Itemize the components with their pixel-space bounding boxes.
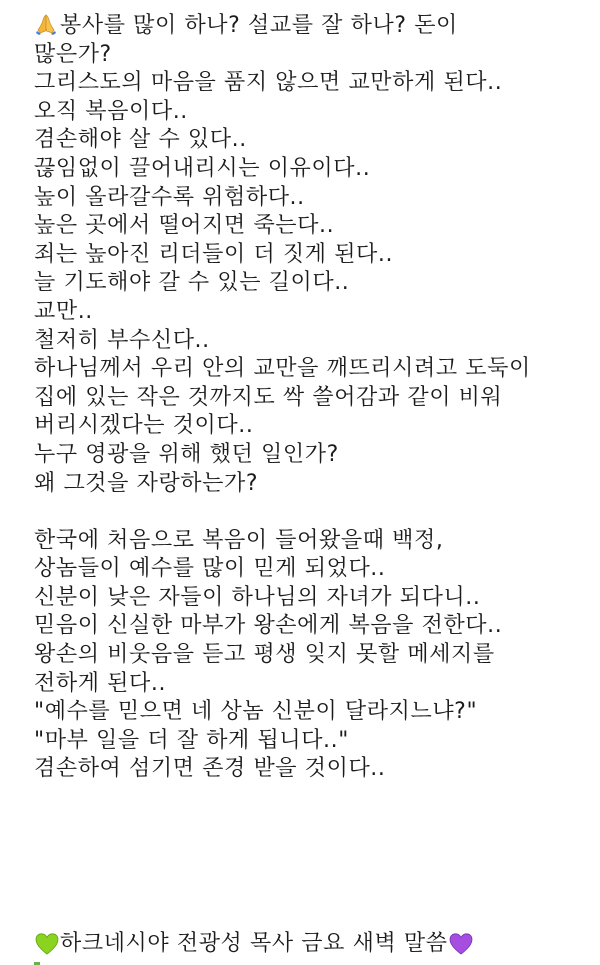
- text-line-10: 늘 기도해야 갈 수 있는 길이다..: [34, 270, 350, 296]
- text-line-14: 집에 있는 작은 것까지도 싹 쓸어감과 같이 비워: [34, 384, 503, 410]
- text-line-15: 버리시겠다는 것이다..: [34, 413, 254, 439]
- text-line-5: 겸손해야 살 수 있다..: [34, 127, 247, 153]
- text-line-16: 누구 영광을 위해 했던 일인가?: [34, 441, 339, 467]
- sermon-credit-text: 하크네시야 전광성 목사 금요 새벽 말씀: [60, 931, 448, 956]
- text-line-3: 그리스도의 마음을 품지 않으면 교만하게 된다..: [34, 70, 503, 96]
- text-line-1: [34, 12, 592, 41]
- text-line-22: 믿음이 신실한 마부가 왕손에게 복음을 전한다..: [34, 613, 503, 639]
- note-body: [34, 12, 592, 784]
- folded-hands-icon: [34, 12, 58, 36]
- line-text: 봉사를 많이 하나? 설교를 잘 하나? 돈이: [60, 13, 458, 38]
- text-line-26: "마부 일을 더 잘 하게 됩니다..": [34, 727, 349, 753]
- text-line-6: 끊임없이 끌어내리시는 이유이다..: [34, 155, 371, 181]
- purple-heart-icon: [448, 932, 474, 956]
- text-line-25: "예수를 믿으면 네 상놈 신분이 달라지느냐?": [34, 699, 478, 725]
- text-line-27: 겸손하여 섬기면 존경 받을 것이다..: [34, 756, 386, 782]
- text-line-17: 왜 그것을 자랑하는가?: [34, 470, 259, 496]
- text-line-7: 높이 올라갈수록 위험하다..: [34, 184, 305, 210]
- text-line-13: 하나님께서 우리 안의 교만을 깨뜨리시려고 도둑이: [34, 356, 531, 382]
- text-line-4: 오직 복음이다..: [34, 98, 188, 124]
- text-line-21: 신분이 낮은 자들이 하나님의 자녀가 되다니..: [34, 584, 481, 610]
- text-line-8: 높은 곳에서 떨어지면 죽는다..: [34, 213, 335, 239]
- text-line-9: 죄는 높아진 리더들이 더 짓게 된다..: [34, 241, 394, 267]
- blank-line: [34, 498, 592, 527]
- text-line-11: 교만..: [34, 298, 93, 324]
- text-line-2: 많은가?: [34, 41, 112, 67]
- sermon-credit: [34, 928, 474, 960]
- text-line-24: 전하게 된다..: [34, 670, 167, 696]
- text-line-23: 왕손의 비웃음을 듣고 평생 잊지 못할 메세지를: [34, 642, 495, 668]
- green-heart-icon: [34, 932, 60, 956]
- text-line-12: 철저히 부수신다..: [34, 327, 210, 353]
- text-line-19: 한국에 처음으로 복음이 들어왔을때 백정,: [34, 527, 444, 553]
- text-line-20: 상놈들이 예수를 많이 믿게 되었다..: [34, 556, 386, 582]
